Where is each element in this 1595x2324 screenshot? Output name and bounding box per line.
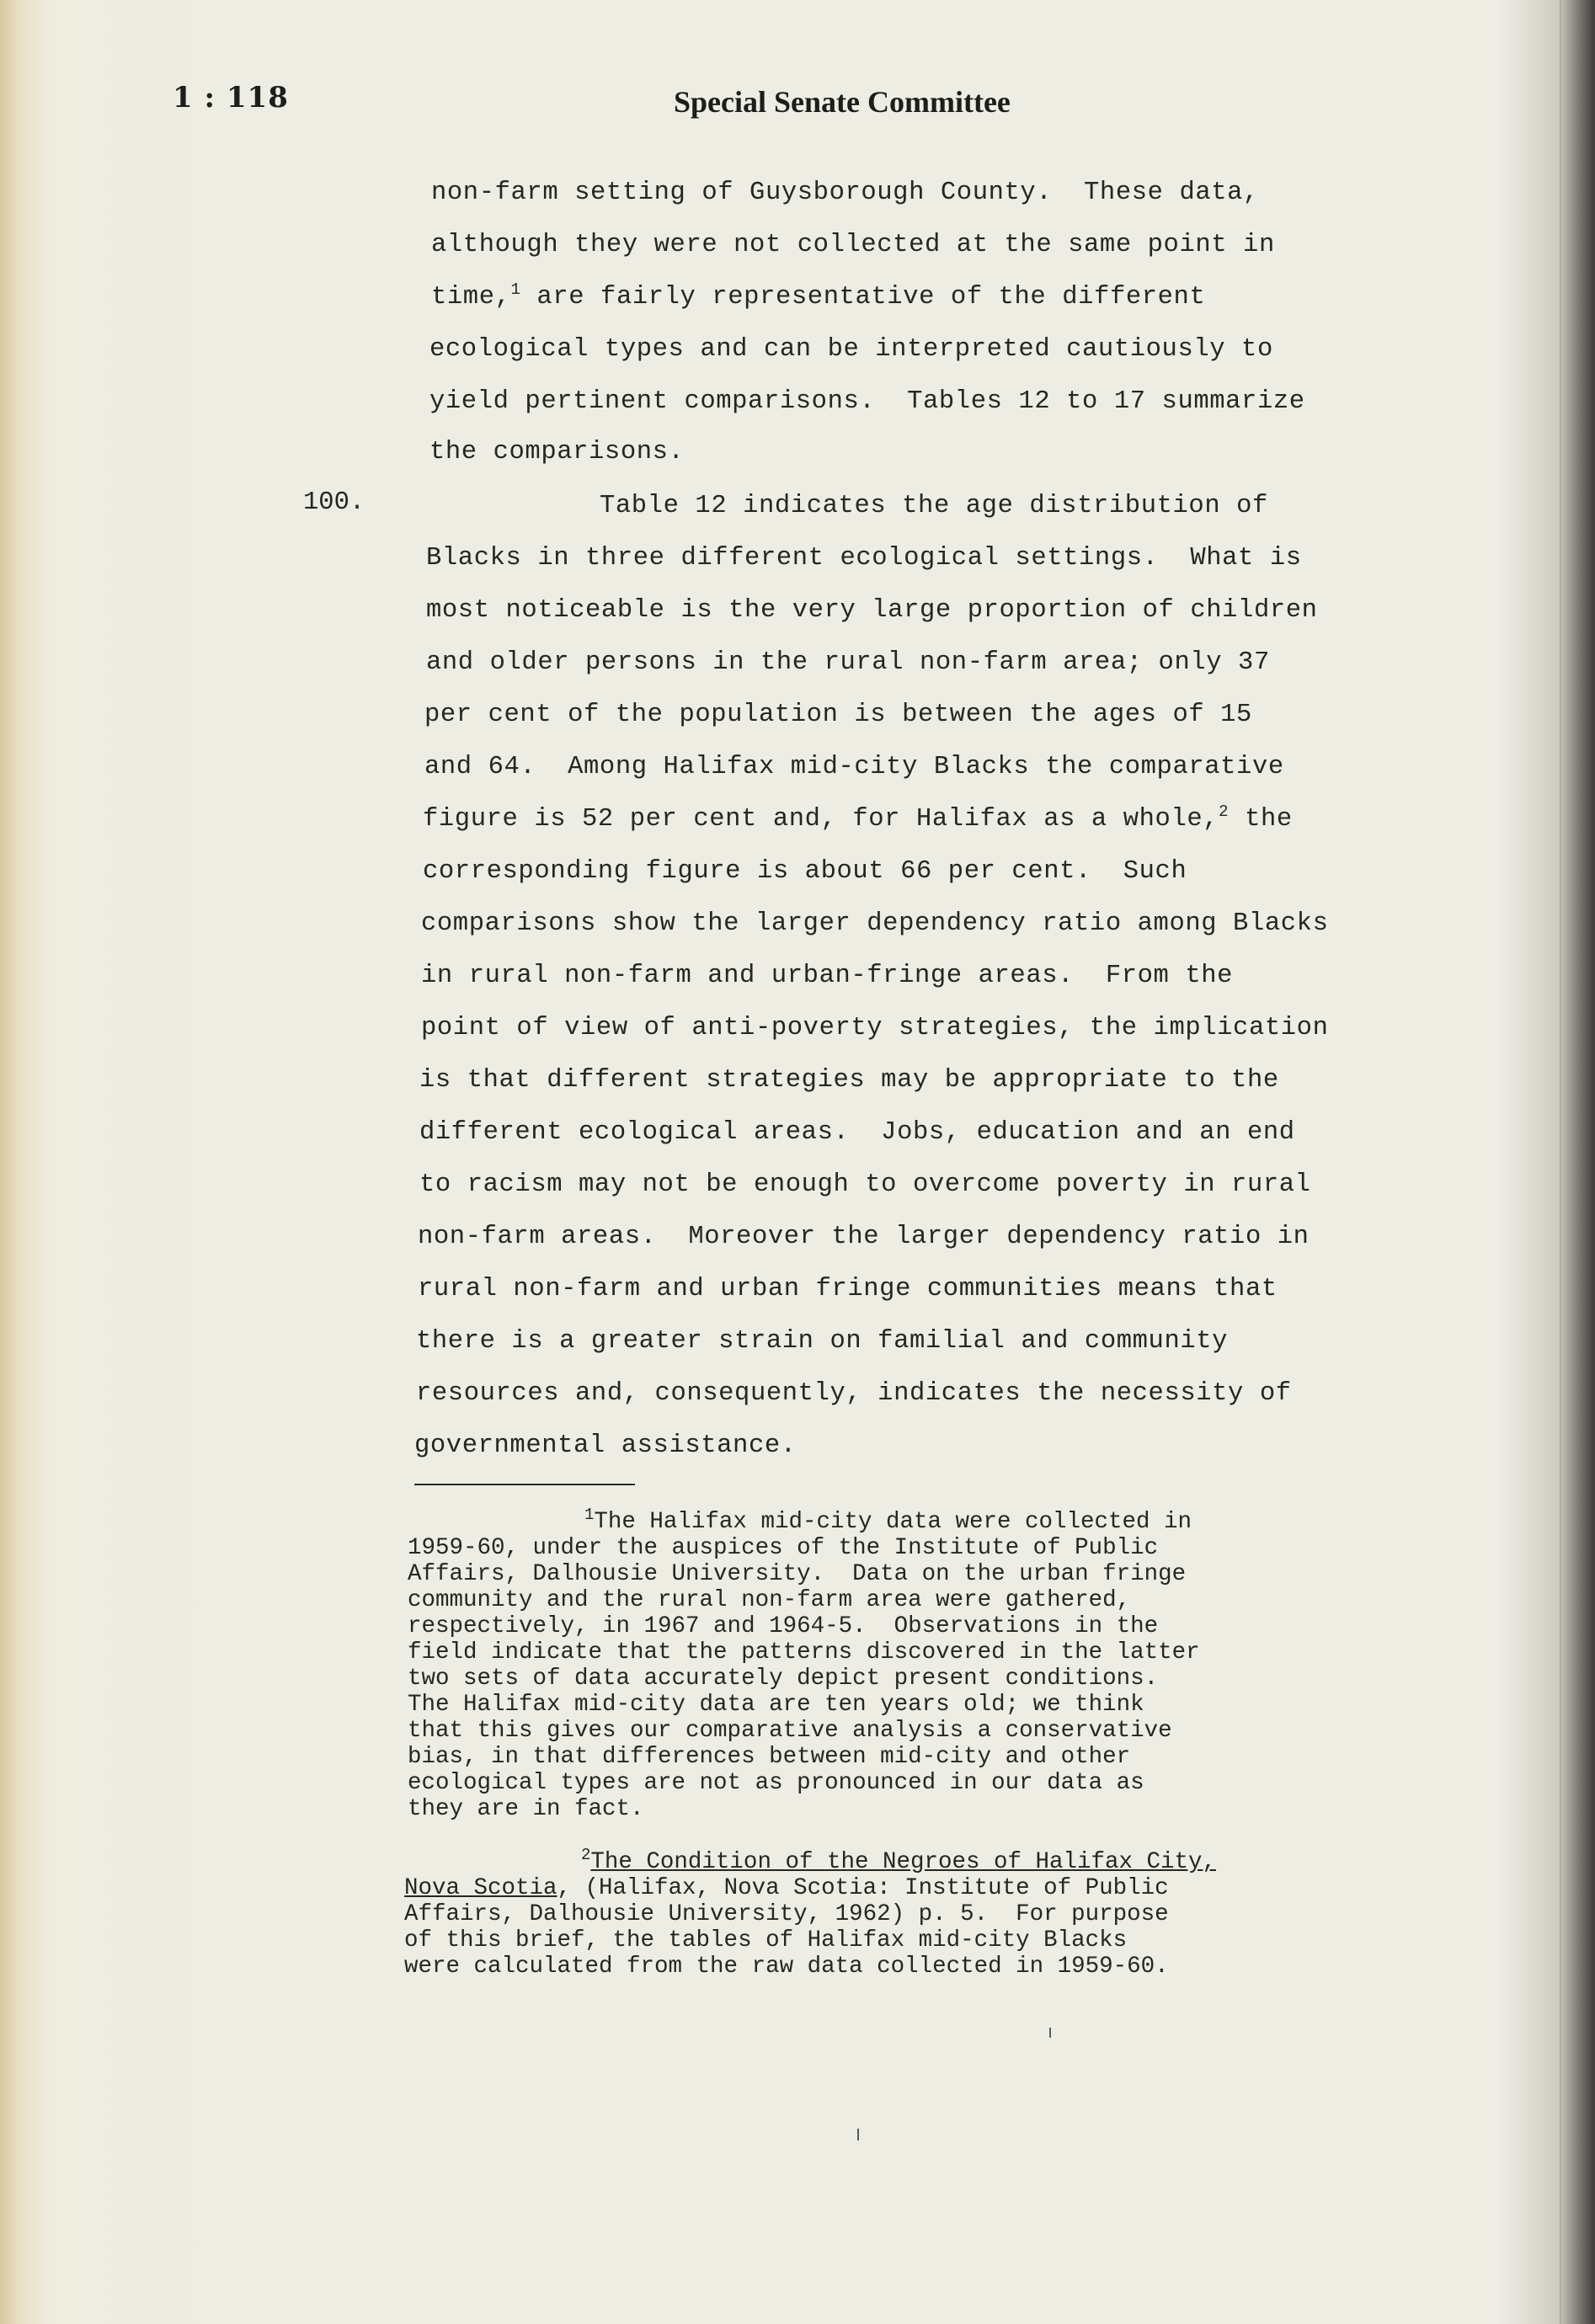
text-line: ecological types and can be interpreted cautiously to [429,335,1273,364]
text-line: time,$^1$ are fairly representative of the different [431,280,1206,312]
footnote-rule [414,1484,635,1485]
text-line: non-farm setting of Guysborough County. These data, [431,179,1259,207]
text-line: governmental assistance. [414,1431,797,1460]
text-line: and 64. Among Halifax mid-city Blacks the comparative [424,753,1284,781]
scan-speck [857,2129,859,2140]
paragraph-number: 100. [303,488,365,517]
text-line: non-farm areas. Moreover the larger dependency ratio in [418,1223,1310,1251]
text-line: comparisons show the larger dependency ratio among Blacks [421,909,1329,938]
text-line: Table 12 indicates the age distribution of [600,492,1268,520]
scan-speck [1049,2028,1051,2038]
text-line: per cent of the population is between the ages of 15 [424,701,1252,729]
publication-title-cont: Nova Scotia [404,1875,557,1901]
footnote-ref: 1 [510,280,521,299]
text-line: there is a greater strain on familial and community [416,1327,1229,1356]
text-line: resources and, consequently, indicates the necessity of [416,1379,1292,1408]
footnote-marker: 1 [584,1505,595,1524]
text-line: is that different strategies may be appropriate to the [419,1066,1279,1095]
text-line: point of view of anti-poverty strategies, the implication [421,1014,1329,1042]
footnote-marker: 2 [581,1845,591,1864]
publication-title: The Condition of the Negroes of Halifax City, [590,1849,1217,1875]
text-line: most noticeable is the very large proportion of children [426,596,1318,625]
text-line: different ecological areas. Jobs, education and an end [419,1118,1295,1147]
text-line: and older persons in the rural non-farm area; only 37 [426,648,1270,677]
footnote-ref: 2 [1219,802,1230,821]
text-line: in rural non-farm and urban-fringe areas. From the [421,962,1234,990]
text-line: to racism may not be enough to overcome poverty in rural [419,1170,1311,1199]
text-line: the comparisons. [429,438,685,466]
text-line: figure is 52 per cent and, for Halifax as a whole,$^2$ the [423,802,1293,834]
text-line: Blacks in three different ecological settings. What is [426,544,1302,573]
text-line: rural non-farm and urban fringe communities means that [418,1275,1278,1303]
page-number: 1 : 118 [173,81,289,115]
page-edge [1560,0,1561,2324]
text-line: yield pertinent comparisons. Tables 12 to 17 summarize [429,387,1305,416]
text-line: although they were not collected at the same point in [431,231,1275,259]
footnote-1: $^1$The Halifax mid-city data were collected in 1959-60, under the auspices of the Institute of Public Affairs, Dalhousie University. Data on the urban fringe community and the rural non-farm area were gathered, respectively, in 1967 and 1964-5. Observations in the field indicate that the patterns discovered in the latter two sets of data accurately depict present conditions. The Halifax mid-city data are ten years old; we think that this gives our comparative analysis a conservative bias, in that differences between mid-city and other ecological types are not as pronounced in our data as they are in fact. [408,1505,1200,1822]
running-title: Special Senate Committee [674,85,1011,119]
footnote-2: $^2$The Condition of the Negroes of Halifax City, Nova Scotia, (Halifax, Nova Scotia: Institute of Public Affairs, Dalhousie University, 1962) p. 5. For purpose of this brief, the tables of Halifax mid-city Blacks were calculated from the raw data collected in 1959-60. [404,1845,1217,1980]
text-line: corresponding figure is about 66 per cent. Such [423,857,1187,886]
